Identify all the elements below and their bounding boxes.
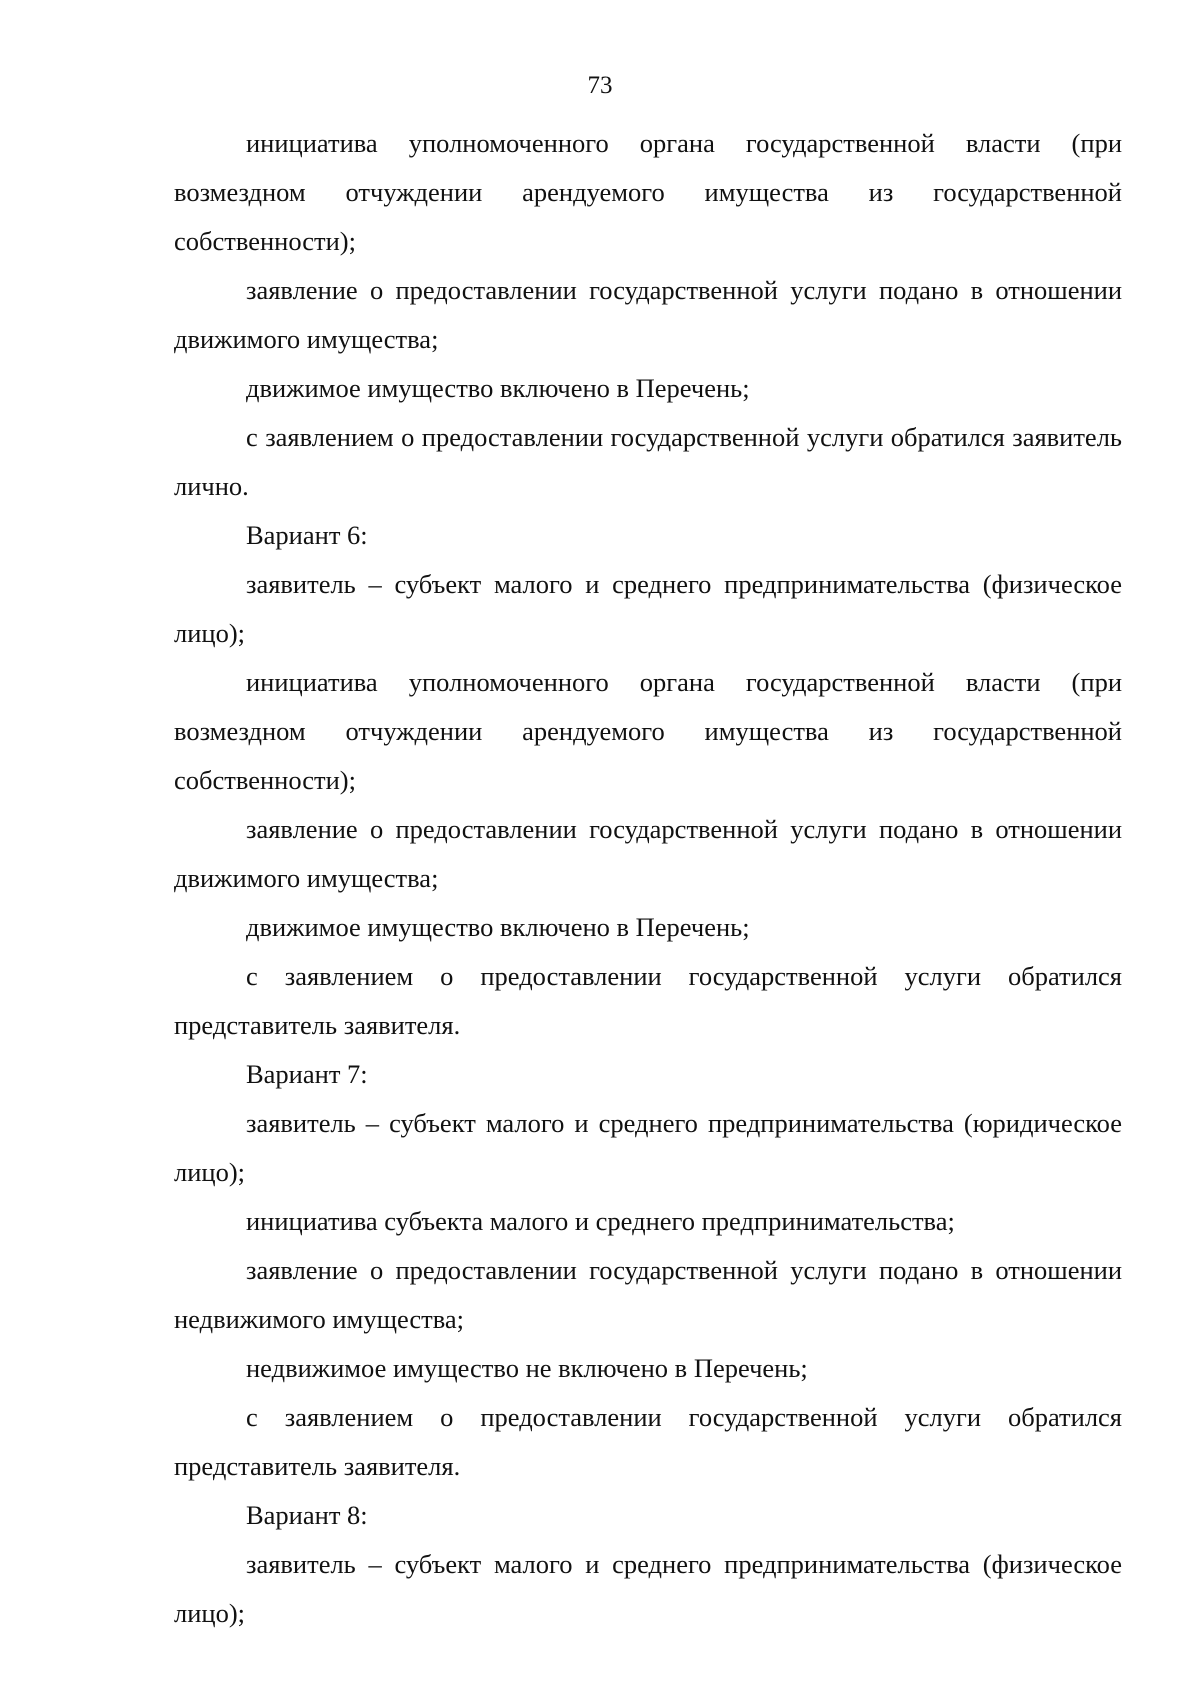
page-number: 73 bbox=[587, 72, 613, 99]
paragraph: движимое имущество включено в Перечень; bbox=[246, 373, 750, 403]
paragraph: инициатива субъекта малого и среднего предпринимательства; bbox=[246, 1206, 955, 1236]
paragraph: недвижимое имущество не включено в Перечень; bbox=[246, 1353, 808, 1383]
variant-heading: Вариант 6: bbox=[246, 520, 368, 550]
paragraph: с заявлением о предоставлении государственной услуги обратился представитель заявителя. bbox=[174, 961, 1122, 1040]
paragraph: движимое имущество включено в Перечень; bbox=[246, 912, 750, 942]
paragraph: с заявлением о предоставлении государственной услуги обратился заявитель лично. bbox=[174, 422, 1122, 501]
paragraph: заявитель – субъект малого и среднего предпринимательства (юридическое лицо); bbox=[174, 1108, 1122, 1187]
paragraph: заявление о предоставлении государственной услуги подано в отношении движимого имущества; bbox=[174, 275, 1122, 354]
paragraph: инициатива уполномоченного органа государственной власти (при возмездном отчуждении арендуемого имущества из государственной собственности); bbox=[174, 128, 1122, 256]
paragraph: заявитель – субъект малого и среднего предпринимательства (физическое лицо); bbox=[174, 569, 1122, 648]
paragraph: с заявлением о предоставлении государственной услуги обратился представитель заявителя. bbox=[174, 1402, 1122, 1481]
paragraph: инициатива уполномоченного органа государственной власти (при возмездном отчуждении арендуемого имущества из государственной собственности); bbox=[174, 667, 1122, 795]
variant-heading: Вариант 7: bbox=[246, 1059, 368, 1089]
variant-heading: Вариант 8: bbox=[246, 1500, 368, 1530]
document-body bbox=[174, 119, 1122, 1638]
paragraph: заявитель – субъект малого и среднего предпринимательства (физическое лицо); bbox=[174, 1549, 1122, 1628]
paragraph: заявление о предоставлении государственной услуги подано в отношении недвижимого имущества; bbox=[174, 1255, 1122, 1334]
paragraph: заявление о предоставлении государственной услуги подано в отношении движимого имущества; bbox=[174, 814, 1122, 893]
